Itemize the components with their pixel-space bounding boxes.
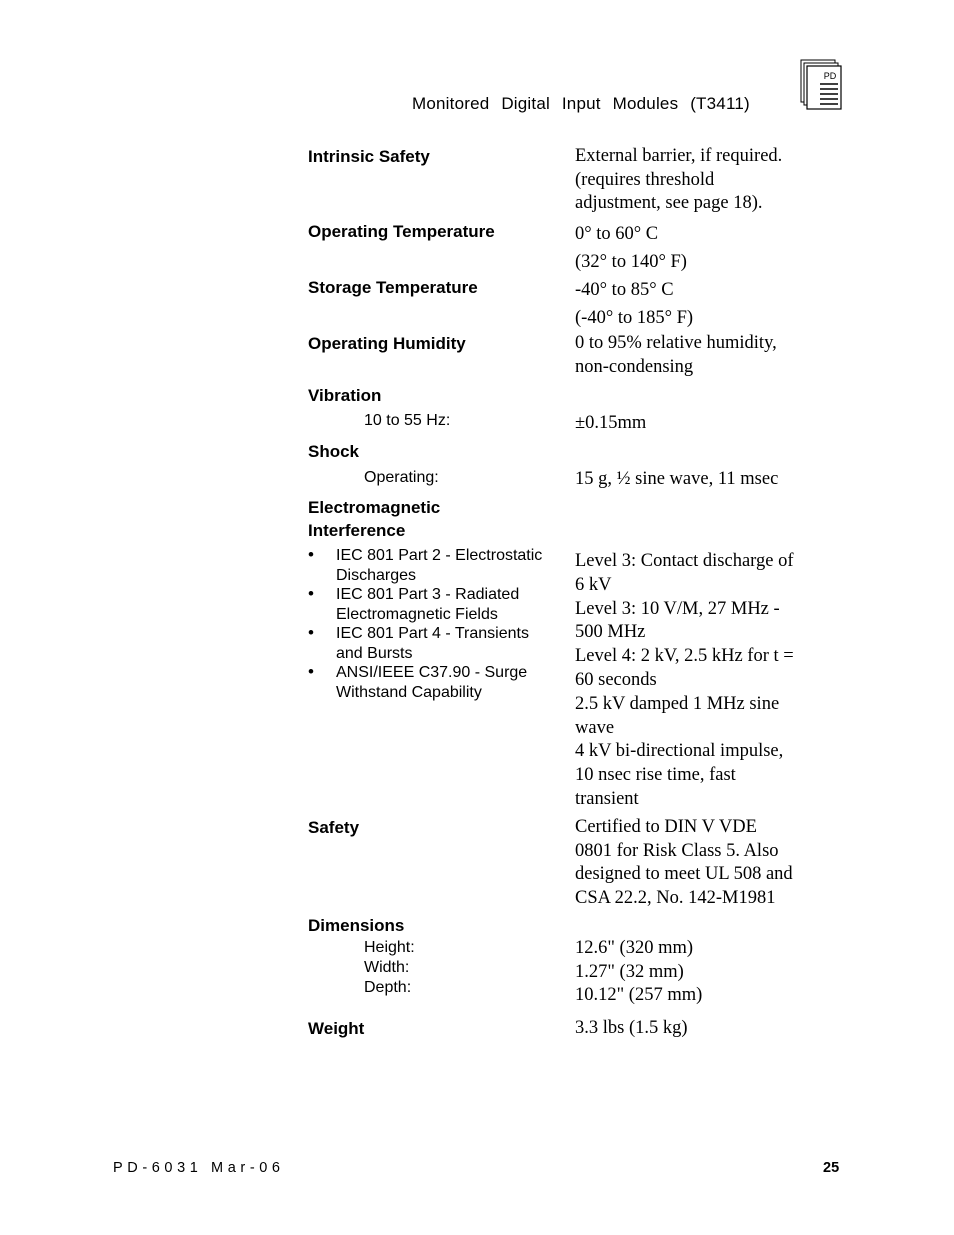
list-item: [308, 663, 542, 702]
operating-temperature-label: Operating Temperature: [308, 222, 495, 241]
dimensions-label: Dimensions: [308, 916, 405, 935]
height-label: Height:: [364, 939, 415, 956]
shock-operating-label: Operating:: [364, 469, 439, 486]
value-line: 60 seconds: [575, 669, 657, 690]
value-line: Level 3: 10 V/M, 27 MHz -: [575, 598, 780, 619]
value-line: CSA 22.2, No. 142-M1981: [575, 887, 776, 908]
depth-value: 10.12" (257 mm): [575, 985, 703, 1005]
intrinsic-safety-label: Intrinsic Safety: [308, 147, 430, 166]
value-line: -40° to 85° C: [575, 280, 674, 300]
value-line: 0801 for Risk Class 5. Also: [575, 840, 779, 861]
list-item: [308, 585, 542, 624]
dimensions-values: [575, 937, 702, 1008]
vibration-frequency-label: 10 to 55 Hz:: [364, 412, 451, 429]
emi-label: [308, 496, 440, 542]
weight-value: 3.3 lbs (1.5 kg): [575, 1018, 688, 1038]
value-line: transient: [575, 788, 639, 809]
value-line: (32° to 140° F): [575, 252, 687, 272]
list-item-text: IEC 801 Part 4 - Transients: [336, 625, 529, 642]
list-item-text: Electromagnetic Fields: [336, 605, 498, 623]
list-item-text: Discharges: [336, 566, 417, 584]
value-line: designed to meet UL 508 and: [575, 864, 793, 884]
value-line: Level 4: 2 kV, 2.5 kHz for t =: [575, 646, 794, 667]
bullet-icon: •: [308, 584, 314, 603]
storage-temperature-label: Storage Temperature: [308, 278, 478, 297]
value-line: 0° to 60° C: [575, 224, 659, 244]
emi-values: [575, 550, 794, 812]
operating-temperature-value: [575, 220, 687, 276]
shock-label: Shock: [308, 442, 360, 461]
value-line: 0 to 95% relative humidity,: [575, 333, 777, 353]
safety-value: [575, 816, 793, 910]
height-value: 12.6" (320 mm): [575, 938, 694, 958]
list-item: [308, 624, 542, 663]
list-item-text: Withstand Capability: [336, 683, 482, 701]
operating-humidity-value: [575, 332, 777, 379]
footer-page-number: 25: [823, 1160, 840, 1176]
bullet-icon: •: [308, 662, 314, 681]
value-line: External barrier, if required.: [575, 146, 783, 166]
value-line: Level 3: Contact discharge of: [575, 551, 794, 571]
width-label: Width:: [364, 959, 410, 976]
bullet-icon: •: [308, 545, 314, 564]
value-line: (requires threshold: [575, 169, 715, 190]
page-header-title: Monitored Digital Input Modules (T3411): [412, 94, 750, 113]
storage-temperature-value: [575, 276, 693, 332]
pd-document-icon: [800, 59, 842, 111]
footer-document-id: PD-6031 Mar-06: [113, 1160, 285, 1176]
width-value: 1.27" (32 mm): [575, 961, 684, 982]
emi-label-line: Electromagnetic: [308, 498, 441, 517]
depth-label: Depth:: [364, 979, 412, 996]
list-item-text: IEC 801 Part 3 - Radiated: [336, 586, 520, 603]
pd-logo-text: PD: [823, 71, 837, 81]
value-line: non-condensing: [575, 356, 694, 377]
operating-humidity-label: Operating Humidity: [308, 334, 466, 353]
value-line: 6 kV: [575, 574, 612, 595]
emi-label-line: Interference: [308, 521, 406, 540]
bullet-icon: •: [308, 623, 314, 642]
list-item-text: and Bursts: [336, 644, 413, 662]
value-line: wave: [575, 717, 615, 738]
intrinsic-safety-value: [575, 145, 782, 216]
list-item-text: IEC 801 Part 2 - Electrostatic: [336, 547, 543, 564]
value-line: 2.5 kV damped 1 MHz sine: [575, 693, 780, 714]
dimensions-sub-labels: [364, 938, 415, 998]
value-line: (-40° to 185° F): [575, 308, 694, 328]
shock-value: 15 g, ½ sine wave, 11 msec: [575, 469, 779, 489]
value-line: adjustment, see page 18).: [575, 193, 763, 213]
safety-label: Safety: [308, 818, 360, 837]
vibration-value: ±0.15mm: [575, 413, 647, 433]
value-line: 10 nsec rise time, fast: [575, 765, 736, 786]
emi-standards-list: [308, 546, 542, 702]
value-line: 4 kV bi-directional impulse,: [575, 741, 784, 762]
value-line: 500 MHz: [575, 622, 646, 643]
weight-label: Weight: [308, 1019, 365, 1038]
vibration-label: Vibration: [308, 386, 382, 405]
list-item-text: ANSI/IEEE C37.90 - Surge: [336, 664, 528, 681]
value-line: Certified to DIN V VDE: [575, 817, 757, 837]
list-item: [308, 546, 542, 585]
